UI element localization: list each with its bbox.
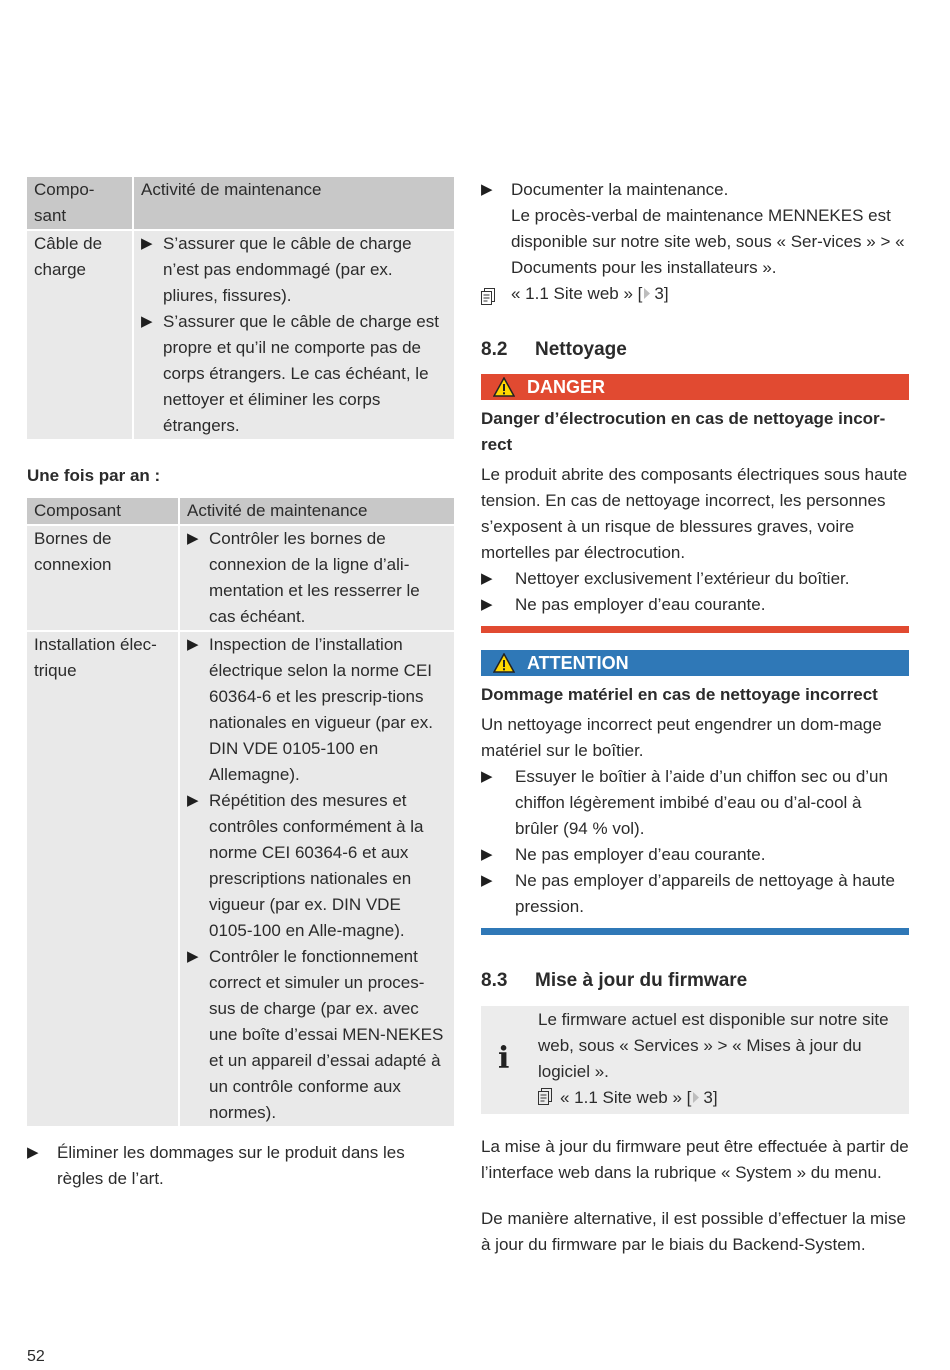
warning-triangle-icon [493, 653, 515, 673]
table-cell-component: Installation élec-trique [27, 631, 179, 1126]
page-arrow-icon [644, 288, 650, 299]
table-row [27, 631, 454, 1126]
table-cell-activities [179, 525, 454, 631]
table-cell-component: Câble de charge [27, 230, 133, 439]
danger-rule [481, 626, 909, 633]
triangle-bullet-icon: ▶ [481, 596, 493, 613]
triangle-bullet-icon: ▶ [141, 235, 153, 252]
cross-reference[interactable] [481, 281, 909, 307]
list-item: ▶ Contrôler les bornes de connexion de la ligne d’ali-mentation et les resserrer le cas échéant. [187, 526, 448, 630]
table-cell-component: Bornes de connexion [27, 525, 179, 631]
triangle-bullet-icon: ▶ [141, 313, 153, 330]
info-box [481, 1006, 909, 1114]
table-header-component: Compo- sant [27, 177, 133, 230]
danger-instruction-list [481, 566, 909, 618]
maintenance-table-cable [27, 177, 454, 439]
list-item: ▶ Nettoyer exclusivement l’extérieur du boîtier. [481, 566, 909, 592]
documentation-list [481, 177, 909, 307]
list-item: ▶ Essuyer le boîtier à l’aide d’un chiffon sec ou d’un chiffon légèrement imbibé d’eau ou d’al-cool à brûler (94 % vol). [481, 764, 909, 842]
reference-text: « 1.1 Site web » [ [511, 284, 643, 303]
triangle-bullet-icon: ▶ [481, 570, 493, 587]
firmware-paragraph-1: La mise à jour du firmware peut être effectuée à partir de l’interface web dans la rubrique « System » du menu. [481, 1137, 909, 1182]
table-header-component: Composant [27, 498, 179, 525]
table-header-activity: Activité de maintenance [179, 498, 454, 525]
page-number: 52 [27, 1348, 45, 1365]
info-text: Le firmware actuel est disponible sur notre site web, sous « Services » > « Mises à jour du logiciel ». [538, 1010, 889, 1081]
final-instruction-list [27, 1140, 454, 1192]
list-item: ▶ Inspection de l’installation électrique selon la norme CEI 60364-6 et les prescrip-tions nationales en vigueur (par ex. DIN VDE 0105-100 en Allemagne). [187, 632, 448, 788]
table-header-row [27, 177, 454, 230]
danger-banner [481, 374, 909, 400]
section-title-firmware: 8.3 Mise à jour du firmware [481, 970, 748, 991]
triangle-bullet-icon: ▶ [27, 1144, 39, 1161]
yearly-heading: Une fois par an : [27, 466, 161, 485]
triangle-bullet-icon: ▶ [187, 636, 199, 653]
document-reference-icon [481, 286, 503, 312]
reference-page: 3] [654, 284, 669, 303]
reference-page: 3] [703, 1088, 718, 1107]
attention-body: Un nettoyage incorrect peut engendrer un dom-mage matériel sur le boîtier. [481, 715, 882, 760]
danger-label: DANGER [527, 377, 606, 397]
table-cell-activities [133, 230, 454, 439]
warning-triangle-icon [493, 377, 515, 397]
danger-body: Le produit abrite des composants électriques sous haute tension. En cas de nettoyage incorrect, les personnes s’exposent à un risque de blessures graves, voire mortelles par électrocution. [481, 465, 908, 562]
list-item: ▶ Éliminer les dommages sur le produit dans les règles de l’art. [27, 1140, 454, 1192]
left-column [27, 177, 454, 1192]
triangle-bullet-icon: ▶ [187, 792, 199, 809]
info-icon: i [498, 1041, 510, 1076]
list-item [481, 177, 909, 281]
triangle-bullet-icon: ▶ [481, 181, 493, 198]
table-cell-activities [179, 631, 454, 1126]
list-item: ▶ S’assurer que le câble de charge n’est pas endommagé (par ex. pliures, fissures). [141, 231, 448, 309]
reference-text: « 1.1 Site web » [ [560, 1088, 692, 1107]
doc-bullet-title: Documenter la maintenance. [511, 180, 729, 199]
triangle-bullet-icon: ▶ [187, 948, 199, 965]
document-reference-icon [538, 1088, 552, 1105]
page-arrow-icon [693, 1092, 699, 1103]
maintenance-table-yearly [27, 498, 454, 1126]
attention-rule [481, 928, 909, 935]
firmware-paragraph-2: De manière alternative, il est possible d’effectuer la mise à jour du firmware par le biais du Backend-System. [481, 1209, 906, 1254]
list-item: ▶ Contrôler le fonctionnement correct et simuler un proces-sus de charge (par ex. avec une boîte d’essai MEN-NEKES et un appareil d’essai adapté à un contrôle conforme aux normes). [187, 944, 448, 1126]
right-column [481, 177, 909, 1258]
attention-instruction-list [481, 764, 909, 920]
danger-heading: Danger d’électrocution en cas de nettoyage incor-rect [481, 409, 886, 454]
section-title-cleaning: 8.2 Nettoyage [481, 339, 627, 360]
attention-banner [481, 650, 909, 676]
table-header-activity: Activité de maintenance [133, 177, 454, 230]
list-item: ▶ Ne pas employer d’appareils de nettoyage à haute pression. [481, 868, 909, 920]
list-item: ▶ Ne pas employer d’eau courante. [481, 592, 909, 618]
list-item: ▶ S’assurer que le câble de charge est propre et qu’il ne comporte pas de corps étrangers. Le cas échéant, le nettoyer et éliminer les corps étrangers. [141, 309, 448, 439]
attention-label: ATTENTION [527, 653, 629, 673]
list-item: ▶ Ne pas employer d’eau courante. [481, 842, 909, 868]
triangle-bullet-icon: ▶ [481, 768, 493, 785]
table-row [27, 525, 454, 631]
cross-reference[interactable] [538, 1085, 893, 1111]
table-row [27, 230, 454, 439]
doc-bullet-body: Le procès-verbal de maintenance MENNEKES est disponible sur notre site web, sous « Ser-vices » > « Documents pour les installateurs ». [511, 206, 905, 277]
table-header-row [27, 498, 454, 525]
triangle-bullet-icon: ▶ [481, 872, 493, 889]
list-item: ▶ Répétition des mesures et contrôles conformément à la norme CEI 60364-6 et aux prescriptions nationales en vigueur (par ex. DIN VDE 0105-100 en Alle-magne). [187, 788, 448, 944]
triangle-bullet-icon: ▶ [187, 530, 199, 547]
attention-heading: Dommage matériel en cas de nettoyage incorrect [481, 685, 878, 704]
triangle-bullet-icon: ▶ [481, 846, 493, 863]
